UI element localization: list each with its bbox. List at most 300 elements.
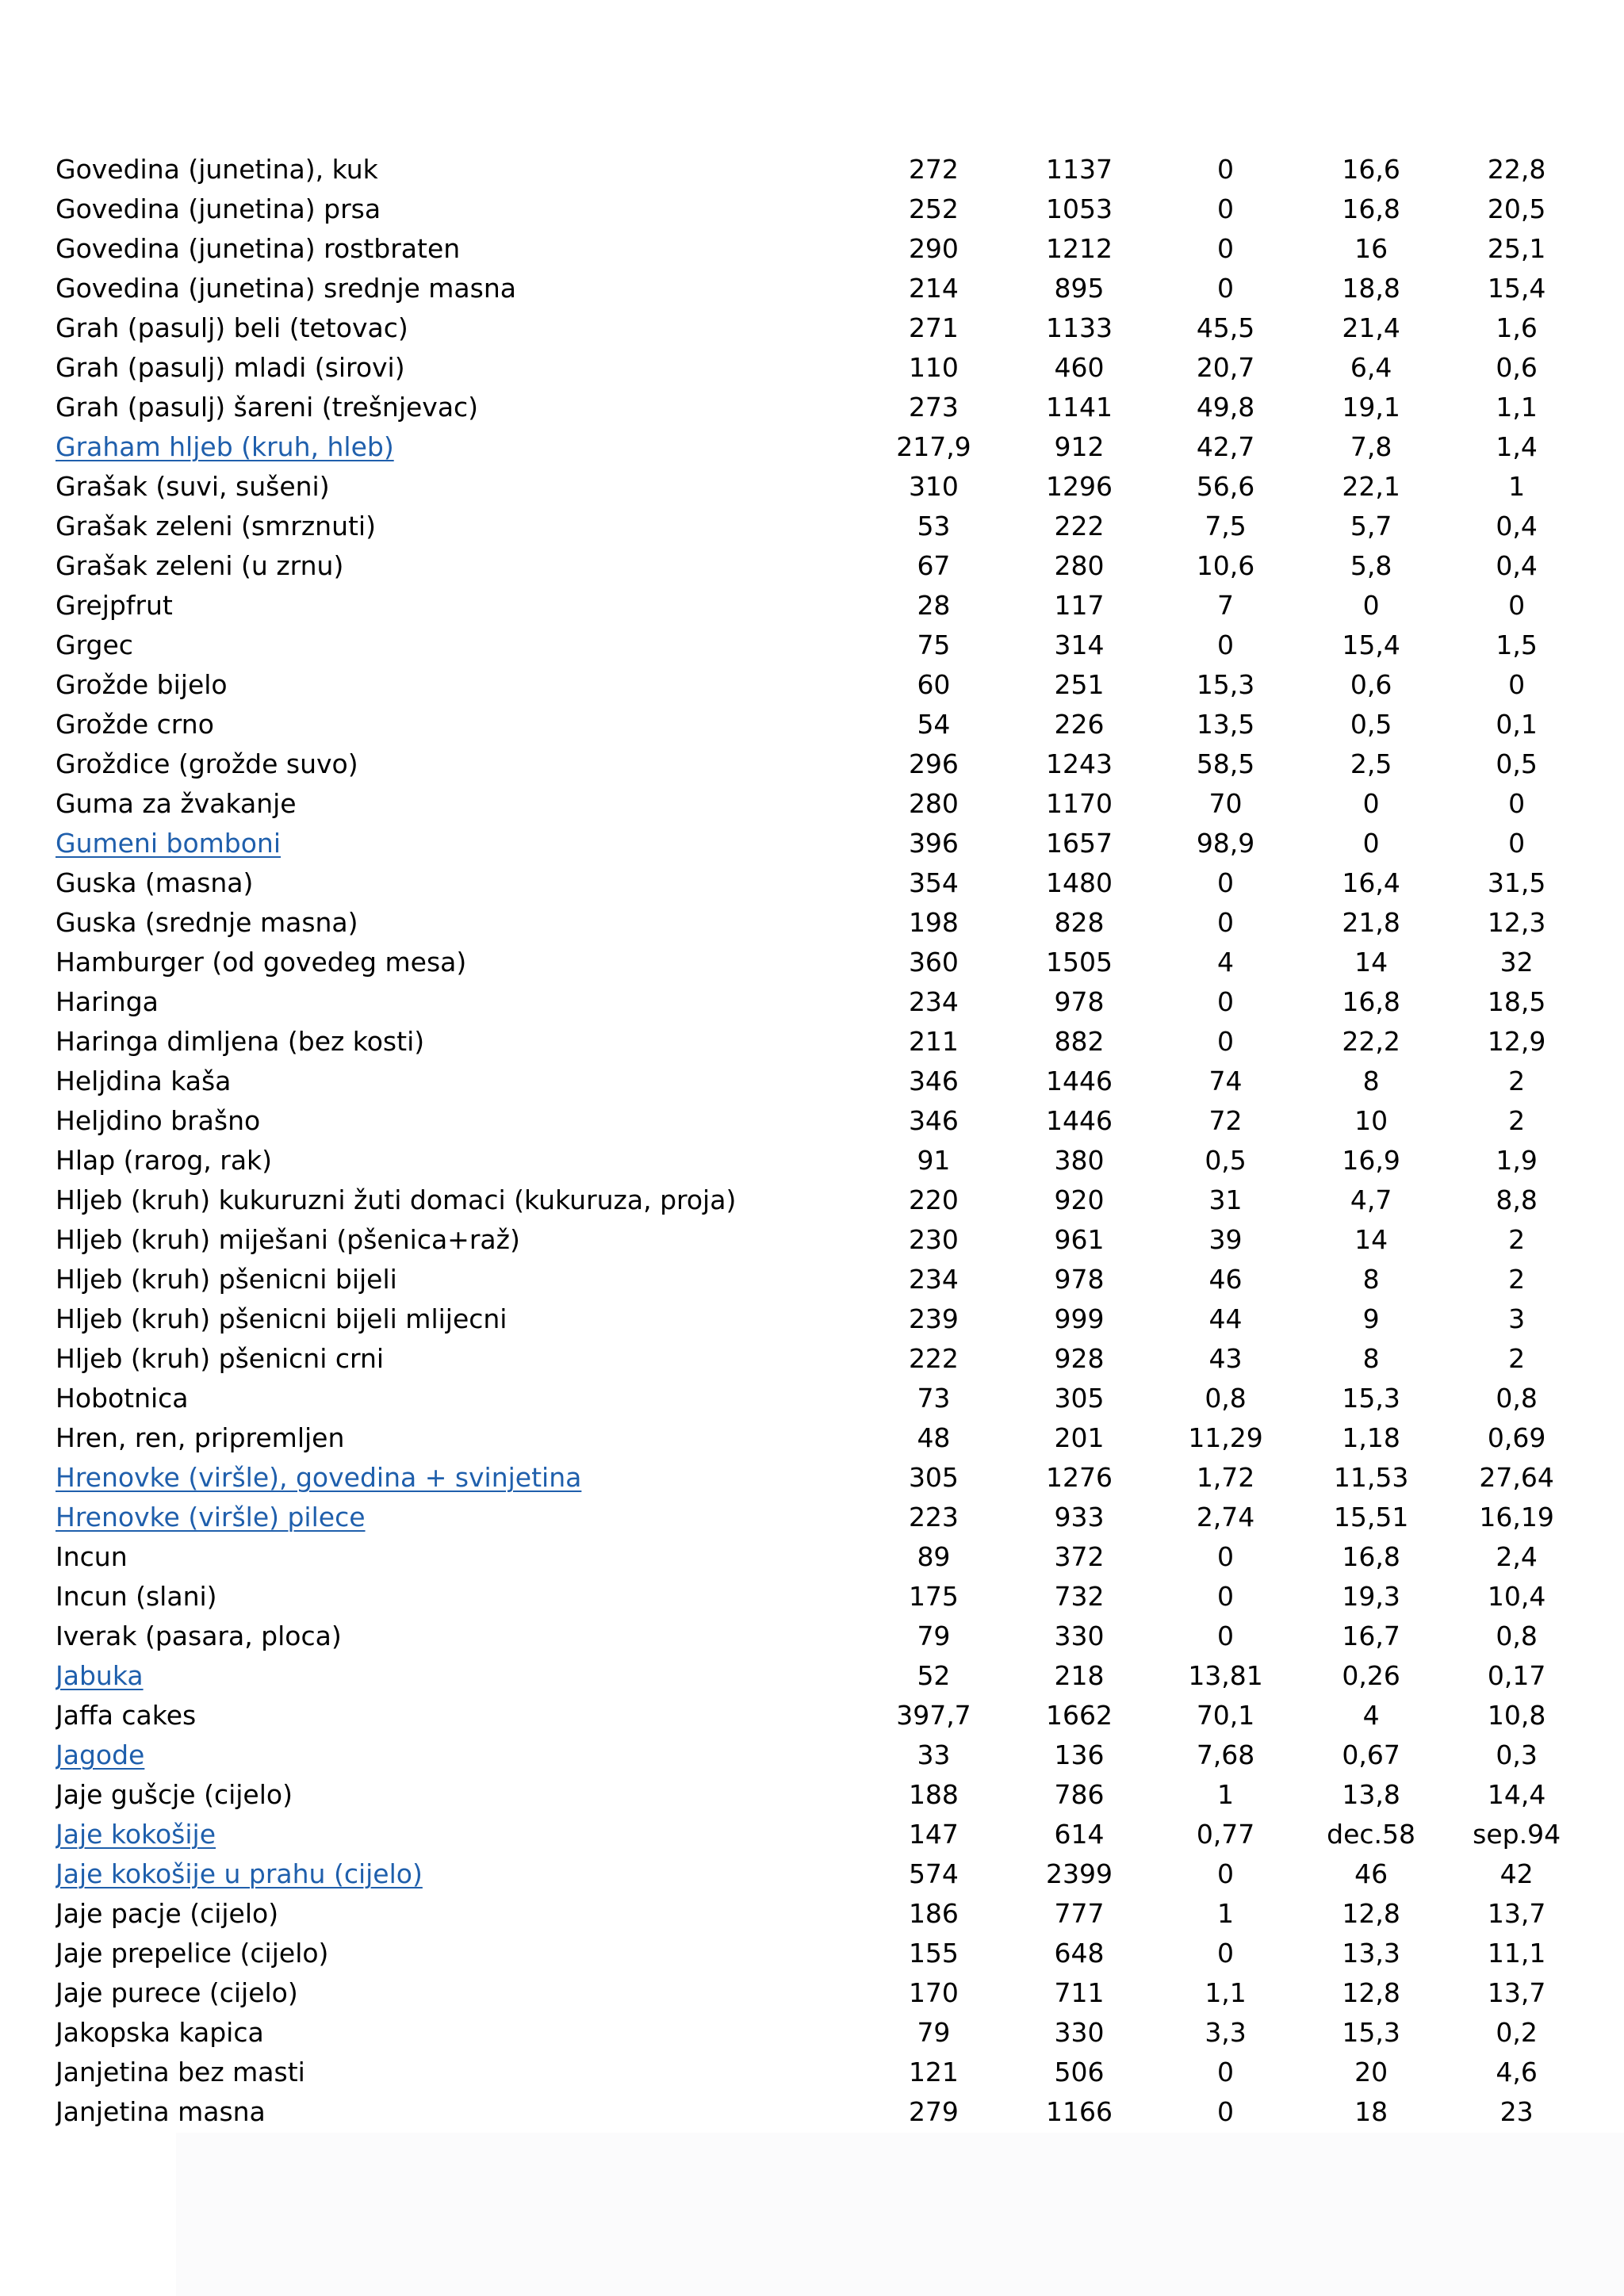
carbohydrate-cell: 43: [1208, 1343, 1243, 1374]
kj-cell: 786: [1054, 1779, 1105, 1810]
kj-cell: 460: [1054, 352, 1105, 383]
table-row: [56, 150, 1578, 189]
carbohydrate-cell: 0,5: [1205, 1145, 1247, 1176]
kj-cell: 1212: [1045, 233, 1113, 264]
kcal-cell: 239: [908, 1303, 959, 1334]
kcal-cell: 60: [917, 669, 951, 700]
kcal-cell: 211: [908, 1026, 959, 1057]
kj-cell: 1166: [1045, 2096, 1113, 2127]
kj-cell: 978: [1054, 1264, 1105, 1295]
table-row: [56, 982, 1578, 1022]
fat-cell: 23: [1500, 2096, 1534, 2127]
kcal-cell: 48: [917, 1422, 951, 1453]
protein-cell: 22,2: [1342, 1026, 1400, 1057]
carbohydrate-cell: 10,6: [1196, 550, 1255, 581]
food-name-cell: Groždice (grožde suvo): [56, 748, 358, 779]
kcal-cell: 354: [908, 867, 959, 898]
fat-cell: 0,8: [1496, 1383, 1538, 1414]
table-row: [56, 1815, 1578, 1854]
table-row: [56, 863, 1578, 903]
protein-cell: 15,3: [1342, 1383, 1400, 1414]
kcal-cell: 234: [908, 986, 959, 1017]
kj-cell: 280: [1054, 550, 1105, 581]
table-row: [56, 1617, 1578, 1656]
carbohydrate-cell: 0: [1217, 986, 1235, 1017]
table-row: [56, 665, 1578, 705]
fat-cell: 15,4: [1487, 273, 1546, 304]
food-name-cell: Grah (pasulj) mladi (sirovi): [56, 352, 405, 383]
kcal-cell: 279: [908, 2096, 959, 2127]
protein-cell: 10: [1354, 1105, 1388, 1136]
table-row: [56, 1379, 1578, 1418]
table-row: [56, 1260, 1578, 1299]
kcal-cell: 310: [908, 471, 959, 502]
protein-cell: 16,7: [1342, 1621, 1400, 1651]
kj-cell: 1137: [1045, 154, 1113, 185]
protein-cell: 1,18: [1342, 1422, 1400, 1453]
food-name-cell: Grejpfrut: [56, 590, 173, 621]
kcal-cell: 67: [917, 550, 951, 581]
carbohydrate-cell: 0: [1217, 2057, 1235, 2087]
fat-cell: 0,17: [1487, 1660, 1546, 1691]
fat-cell: 0,4: [1496, 550, 1538, 581]
kj-cell: 1446: [1045, 1066, 1113, 1096]
table-row: [56, 1181, 1578, 1220]
carbohydrate-cell: 0: [1217, 629, 1235, 660]
protein-cell: 21,4: [1342, 312, 1400, 343]
carbohydrate-cell: 1: [1217, 1779, 1235, 1810]
protein-cell: 16,8: [1342, 193, 1400, 224]
fat-cell: 12,3: [1487, 907, 1546, 938]
carbohydrate-cell: 7,68: [1196, 1739, 1255, 1770]
fat-cell: 1,5: [1496, 629, 1538, 660]
kcal-cell: 230: [908, 1224, 959, 1255]
table-row: [56, 1973, 1578, 2013]
fat-cell: 20,5: [1487, 193, 1546, 224]
kj-cell: 882: [1054, 1026, 1105, 1057]
food-name-cell: Hljeb (kruh) kukuruzni žuti domaci (kukuruza, proja): [56, 1184, 737, 1215]
table-row: [56, 784, 1578, 824]
carbohydrate-cell: 1: [1217, 1898, 1235, 1929]
fat-cell: 2: [1508, 1224, 1526, 1255]
protein-cell: 8: [1362, 1264, 1380, 1295]
carbohydrate-cell: 0: [1217, 907, 1235, 938]
food-name-cell: Govedina (junetina) srednje masna: [56, 273, 516, 304]
kj-cell: 895: [1054, 273, 1105, 304]
carbohydrate-cell: 42,7: [1196, 431, 1255, 462]
protein-cell: 16,9: [1342, 1145, 1400, 1176]
food-name-cell: [56, 1815, 873, 1854]
protein-cell: 19,3: [1342, 1581, 1400, 1612]
fat-cell: 1,9: [1496, 1145, 1538, 1176]
fat-cell: 2: [1508, 1343, 1526, 1374]
fat-cell: 16,19: [1479, 1502, 1554, 1533]
kcal-cell: 346: [908, 1105, 959, 1136]
fat-cell: 22,8: [1487, 154, 1546, 185]
carbohydrate-cell: 58,5: [1196, 748, 1255, 779]
table-row: [56, 1696, 1578, 1735]
table-row: [56, 1537, 1578, 1577]
table-row: [56, 1894, 1578, 1934]
food-name-cell: Hljeb (kruh) miješani (pšenica+raž): [56, 1224, 520, 1255]
fat-cell: sep.94: [1473, 1819, 1561, 1850]
kcal-cell: 121: [908, 2057, 959, 2087]
food-name-link[interactable]: Hrenovke (viršle) pilece: [56, 1502, 366, 1533]
table-row: [56, 1498, 1578, 1537]
fat-cell: 10,8: [1487, 1700, 1546, 1731]
table-row: [56, 903, 1578, 943]
protein-cell: 15,3: [1342, 2017, 1400, 2048]
fat-cell: 0,6: [1496, 352, 1538, 383]
carbohydrate-cell: 0: [1217, 273, 1235, 304]
table-row: [56, 546, 1578, 586]
fat-cell: 0,4: [1496, 511, 1538, 541]
protein-cell: 16,8: [1342, 1541, 1400, 1572]
kcal-cell: 52: [917, 1660, 951, 1691]
kj-cell: 777: [1054, 1898, 1105, 1929]
table-row: [56, 626, 1578, 665]
table-row: [56, 189, 1578, 229]
food-name-cell: Heljdina kaša: [56, 1066, 232, 1096]
page-shading: [176, 2133, 1624, 2296]
protein-cell: 0: [1362, 590, 1380, 621]
table-row: [56, 1577, 1578, 1617]
kcal-cell: 186: [908, 1898, 959, 1929]
food-name-link[interactable]: Jaje kokošije: [56, 1819, 216, 1850]
table-row: [56, 269, 1578, 308]
food-name-cell: Grašak zeleni (u zrnu): [56, 550, 344, 581]
kcal-cell: 53: [917, 511, 951, 541]
kcal-cell: 271: [908, 312, 959, 343]
protein-cell: 18: [1354, 2096, 1388, 2127]
protein-cell: 4: [1362, 1700, 1380, 1731]
carbohydrate-cell: 15,3: [1196, 669, 1255, 700]
kj-cell: 1657: [1045, 828, 1113, 859]
fat-cell: 2,4: [1496, 1541, 1538, 1572]
table-row: [56, 427, 1578, 467]
food-name-cell: [56, 1656, 873, 1696]
protein-cell: dec.58: [1327, 1819, 1416, 1850]
fat-cell: 32: [1500, 947, 1534, 978]
carbohydrate-cell: 0: [1217, 867, 1235, 898]
kcal-cell: 110: [908, 352, 959, 383]
kj-cell: 222: [1054, 511, 1105, 541]
kj-cell: 961: [1054, 1224, 1105, 1255]
food-name-cell: Grožde crno: [56, 709, 214, 740]
table-row: [56, 1101, 1578, 1141]
kcal-cell: 220: [908, 1184, 959, 1215]
kj-cell: 711: [1054, 1977, 1105, 2008]
kj-cell: 1662: [1045, 1700, 1113, 1731]
carbohydrate-cell: 0: [1217, 1938, 1235, 1969]
carbohydrate-cell: 56,6: [1196, 471, 1255, 502]
carbohydrate-cell: 4: [1217, 947, 1235, 978]
fat-cell: 0: [1508, 669, 1526, 700]
food-name-cell: Janjetina masna: [56, 2096, 266, 2127]
food-name-link[interactable]: Hrenovke (viršle), govedina + svinjetina: [56, 1462, 582, 1493]
carbohydrate-cell: 39: [1208, 1224, 1243, 1255]
table-row: [56, 705, 1578, 744]
carbohydrate-cell: 31: [1208, 1184, 1243, 1215]
carbohydrate-cell: 46: [1208, 1264, 1243, 1295]
protein-cell: 19,1: [1342, 392, 1400, 423]
kj-cell: 201: [1054, 1422, 1105, 1453]
kj-cell: 1141: [1045, 392, 1113, 423]
food-name-cell: Haringa: [56, 986, 159, 1017]
kj-cell: 933: [1054, 1502, 1105, 1533]
carbohydrate-cell: 74: [1208, 1066, 1243, 1096]
food-name-cell: Hobotnica: [56, 1383, 189, 1414]
food-name-cell: [56, 1735, 873, 1775]
carbohydrate-cell: 3,3: [1205, 2017, 1247, 2048]
kj-cell: 1170: [1045, 788, 1113, 819]
kj-cell: 136: [1054, 1739, 1105, 1770]
table-row: [56, 1339, 1578, 1379]
kj-cell: 1480: [1045, 867, 1113, 898]
kj-cell: 251: [1054, 669, 1105, 700]
food-name-cell: Iverak (pasara, ploca): [56, 1621, 342, 1651]
food-name-link[interactable]: Gumeni bomboni: [56, 828, 282, 859]
carbohydrate-cell: 7: [1217, 590, 1235, 621]
table-row: [56, 1458, 1578, 1498]
kj-cell: 614: [1054, 1819, 1105, 1850]
protein-cell: 46: [1354, 1858, 1388, 1889]
food-name-cell: [56, 1498, 873, 1537]
protein-cell: 0,5: [1350, 709, 1392, 740]
kcal-cell: 89: [917, 1541, 951, 1572]
kj-cell: 218: [1054, 1660, 1105, 1691]
kcal-cell: 272: [908, 154, 959, 185]
kcal-cell: 234: [908, 1264, 959, 1295]
protein-cell: 12,8: [1342, 1977, 1400, 2008]
protein-cell: 8: [1362, 1066, 1380, 1096]
protein-cell: 12,8: [1342, 1898, 1400, 1929]
kcal-cell: 280: [908, 788, 959, 819]
kj-cell: 330: [1054, 2017, 1105, 2048]
fat-cell: 2: [1508, 1264, 1526, 1295]
table-row: [56, 744, 1578, 784]
table-row: [56, 1656, 1578, 1696]
food-name-cell: Grah (pasulj) šareni (trešnjevac): [56, 392, 479, 423]
kcal-cell: 79: [917, 1621, 951, 1651]
kcal-cell: 147: [908, 1819, 959, 1850]
food-name-cell: Jaje purece (cijelo): [56, 1977, 298, 2008]
food-name-cell: Hljeb (kruh) pšenicni bijeli mlijecni: [56, 1303, 508, 1334]
food-name-cell: Incun (slani): [56, 1581, 217, 1612]
fat-cell: 12,9: [1487, 1026, 1546, 1057]
kcal-cell: 170: [908, 1977, 959, 2008]
food-name-cell: [56, 1854, 873, 1894]
carbohydrate-cell: 2,74: [1196, 1502, 1255, 1533]
protein-cell: 13,3: [1342, 1938, 1400, 1969]
table-row: [56, 2013, 1578, 2053]
food-name-link[interactable]: Graham hljeb (kruh, hleb): [56, 431, 394, 462]
fat-cell: 42: [1500, 1858, 1534, 1889]
food-name-cell: Jakopska kapica: [56, 2017, 264, 2048]
food-name-cell: Jaje pacje (cijelo): [56, 1898, 279, 1929]
fat-cell: 4,6: [1496, 2057, 1538, 2087]
food-name-cell: Hlap (rarog, rak): [56, 1145, 273, 1176]
protein-cell: 16,8: [1342, 986, 1400, 1017]
protein-cell: 15,51: [1333, 1502, 1409, 1533]
food-name-link[interactable]: Jagode: [56, 1739, 145, 1770]
carbohydrate-cell: 0: [1217, 193, 1235, 224]
protein-cell: 0: [1362, 788, 1380, 819]
table-row: [56, 824, 1578, 863]
kcal-cell: 33: [917, 1739, 951, 1770]
table-row: [56, 1220, 1578, 1260]
protein-cell: 16: [1354, 233, 1388, 264]
kj-cell: 978: [1054, 986, 1105, 1017]
food-name-cell: Jaffa cakes: [56, 1700, 197, 1731]
table-row: [56, 308, 1578, 348]
food-name-cell: Hljeb (kruh) pšenicni bijeli: [56, 1264, 397, 1295]
kj-cell: 1243: [1045, 748, 1113, 779]
protein-cell: 15,4: [1342, 629, 1400, 660]
protein-cell: 5,8: [1350, 550, 1392, 581]
kj-cell: 828: [1054, 907, 1105, 938]
kcal-cell: 79: [917, 2017, 951, 2048]
fat-cell: 10,4: [1487, 1581, 1546, 1612]
fat-cell: 11,1: [1487, 1938, 1546, 1969]
protein-cell: 0,6: [1350, 669, 1392, 700]
carbohydrate-cell: 1,1: [1205, 1977, 1247, 2008]
kj-cell: 372: [1054, 1541, 1105, 1572]
table-row: [56, 1854, 1578, 1894]
kcal-cell: 273: [908, 392, 959, 423]
kcal-cell: 28: [917, 590, 951, 621]
protein-cell: 4,7: [1350, 1184, 1392, 1215]
food-name-cell: Govedina (junetina), kuk: [56, 154, 378, 185]
fat-cell: 2: [1508, 1105, 1526, 1136]
food-name-cell: Grgec: [56, 629, 133, 660]
kcal-cell: 91: [917, 1145, 951, 1176]
fat-cell: 0,69: [1487, 1422, 1546, 1453]
food-name-cell: Hamburger (od govedeg mesa): [56, 947, 467, 978]
kcal-cell: 214: [908, 273, 959, 304]
carbohydrate-cell: 20,7: [1196, 352, 1255, 383]
food-name-cell: Govedina (junetina) prsa: [56, 193, 381, 224]
kcal-cell: 397,7: [896, 1700, 971, 1731]
table-row: [56, 943, 1578, 982]
kj-cell: 380: [1054, 1145, 1105, 1176]
fat-cell: 0,3: [1496, 1739, 1538, 1770]
table-row: [56, 229, 1578, 269]
food-name-link[interactable]: Jaje kokošije u prahu (cijelo): [56, 1858, 423, 1889]
table-row: [56, 2053, 1578, 2092]
carbohydrate-cell: 0,8: [1205, 1383, 1247, 1414]
food-name-cell: Heljdino brašno: [56, 1105, 261, 1136]
table-row: [56, 388, 1578, 427]
kj-cell: 1276: [1045, 1462, 1113, 1493]
food-name-link[interactable]: Jabuka: [56, 1660, 144, 1691]
protein-cell: 16,6: [1342, 154, 1400, 185]
kcal-cell: 73: [917, 1383, 951, 1414]
fat-cell: 1,4: [1496, 431, 1538, 462]
food-name-cell: Incun: [56, 1541, 128, 1572]
kj-cell: 2399: [1045, 1858, 1113, 1889]
kj-cell: 920: [1054, 1184, 1105, 1215]
fat-cell: 25,1: [1487, 233, 1546, 264]
food-name-cell: Grašak zeleni (smrznuti): [56, 511, 376, 541]
carbohydrate-cell: 0: [1217, 1541, 1235, 1572]
kcal-cell: 252: [908, 193, 959, 224]
kj-cell: 117: [1054, 590, 1105, 621]
kj-cell: 330: [1054, 1621, 1105, 1651]
kj-cell: 1133: [1045, 312, 1113, 343]
protein-cell: 18,8: [1342, 273, 1400, 304]
kcal-cell: 188: [908, 1779, 959, 1810]
table-row: [56, 1418, 1578, 1458]
carbohydrate-cell: 1,72: [1196, 1462, 1255, 1493]
kj-cell: 1296: [1045, 471, 1113, 502]
food-name-cell: Janjetina bez masti: [56, 2057, 305, 2087]
table-row: [56, 1141, 1578, 1181]
food-name-cell: [56, 427, 873, 467]
kj-cell: 305: [1054, 1383, 1105, 1414]
kcal-cell: 198: [908, 907, 959, 938]
carbohydrate-cell: 11,29: [1188, 1422, 1263, 1453]
nutrition-table: [56, 150, 1578, 2132]
table-row: [56, 1022, 1578, 1062]
carbohydrate-cell: 49,8: [1196, 392, 1255, 423]
table-row: [56, 507, 1578, 546]
protein-cell: 14: [1354, 947, 1388, 978]
carbohydrate-cell: 70,1: [1196, 1700, 1255, 1731]
kcal-cell: 396: [908, 828, 959, 859]
protein-cell: 0,26: [1342, 1660, 1400, 1691]
protein-cell: 9: [1362, 1303, 1380, 1334]
carbohydrate-cell: 0: [1217, 154, 1235, 185]
protein-cell: 2,5: [1350, 748, 1392, 779]
carbohydrate-cell: 0: [1217, 1621, 1235, 1651]
protein-cell: 16,4: [1342, 867, 1400, 898]
fat-cell: 1: [1508, 471, 1526, 502]
protein-cell: 20: [1354, 2057, 1388, 2087]
fat-cell: 3: [1508, 1303, 1526, 1334]
table-row: [56, 1299, 1578, 1339]
kj-cell: 506: [1054, 2057, 1105, 2087]
food-name-cell: Hljeb (kruh) pšenicni crni: [56, 1343, 385, 1374]
table-row: [56, 1735, 1578, 1775]
kcal-cell: 54: [917, 709, 951, 740]
food-name-cell: Hren, ren, pripremljen: [56, 1422, 345, 1453]
food-name-cell: Haringa dimljena (bez kosti): [56, 1026, 425, 1057]
food-name-cell: Jaje gušcje (cijelo): [56, 1779, 293, 1810]
table-row: [56, 1775, 1578, 1815]
table-row: [56, 467, 1578, 507]
kj-cell: 1446: [1045, 1105, 1113, 1136]
kcal-cell: 296: [908, 748, 959, 779]
protein-cell: 6,4: [1350, 352, 1392, 383]
food-name-cell: [56, 824, 873, 863]
carbohydrate-cell: 0,77: [1196, 1819, 1255, 1850]
fat-cell: 0,8: [1496, 1621, 1538, 1651]
table-row: [56, 1062, 1578, 1101]
fat-cell: 8,8: [1496, 1184, 1538, 1215]
carbohydrate-cell: 98,9: [1196, 828, 1255, 859]
food-name-cell: Grožde bijelo: [56, 669, 228, 700]
carbohydrate-cell: 7,5: [1205, 511, 1247, 541]
fat-cell: 31,5: [1487, 867, 1546, 898]
carbohydrate-cell: 44: [1208, 1303, 1243, 1334]
carbohydrate-cell: 0: [1217, 1026, 1235, 1057]
carbohydrate-cell: 70: [1208, 788, 1243, 819]
carbohydrate-cell: 13,81: [1188, 1660, 1263, 1691]
kcal-cell: 360: [908, 947, 959, 978]
fat-cell: 18,5: [1487, 986, 1546, 1017]
carbohydrate-cell: 0: [1217, 233, 1235, 264]
